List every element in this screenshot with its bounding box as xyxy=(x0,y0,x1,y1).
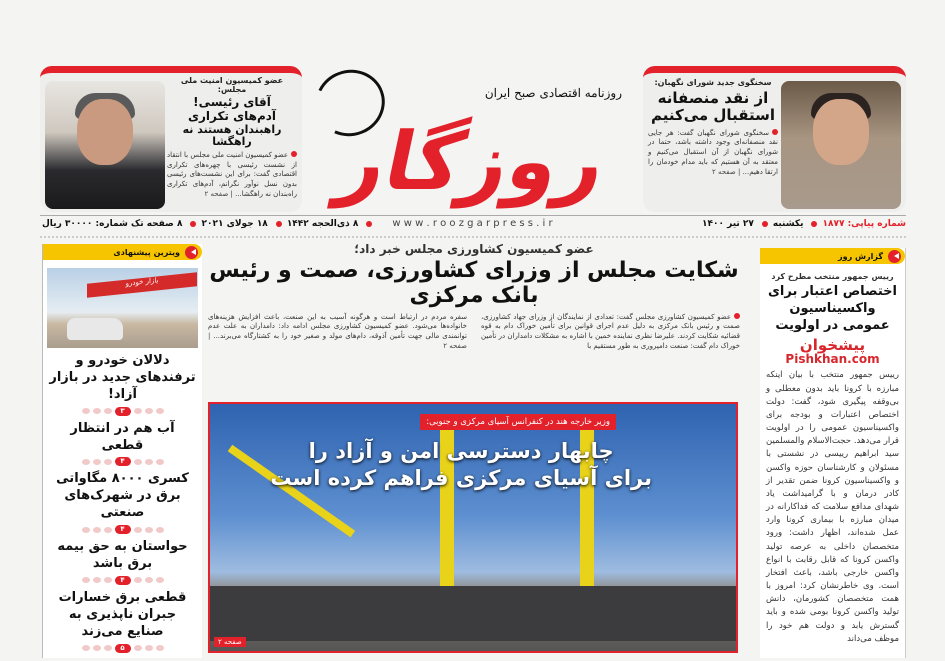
teaser-kicker: سخنگوی جدید شورای نگهبان: xyxy=(654,78,772,87)
section-header xyxy=(43,244,202,260)
report-body: رییس جمهور منتخب با بیان اینکه مبارزه با کرونا باید بدون معطلی و بی‌وقفه پیگیری شود، گفت: دولت اختصاص اعتبارات و بودجه برای واکسیناسیون عمومی را در اولویت قرار می‌دهد. حجت‌الاسلام والمسلمین سید ابراهیم رییسی در نشستی با مسئولان و کارشناسان حوزه واکسن و واکسیناسیون کرونا ضمن تقدیر از کادر درمان و با گرامیداشت یاد شهدای مدافع سلامت که فداکارانه در میدان مبارزه با بیماری کرونا وارد عمل شده‌اند، اظهار داشت: ورود متخصصان داخلی به عرصه تولید واکسن کرونا که قابل رقابت با انواع واکسن خارجی باشد، باعث افتخار است. وی خاطرنشان کرد: امروز با همت متخصصان کشورمان، دانش تولید واکسن کرونا بومی شده و باید گسترش یابد و دولت هم خود را موظف می‌داند xyxy=(766,370,899,644)
teaser-body: سخنگوی شورای نگهبان گفت: هر جایی نقد منصفانه‌ای وجود داشته باشد، حتما در شورای نگهبان از آن استقبال می‌کنیم و معتقد به آن هستیم که باید مدام خودمان را ارتقا دهیم... xyxy=(648,128,778,176)
page-marker: ۴ xyxy=(68,525,178,534)
ship-graphic xyxy=(210,586,736,641)
weekday: یکشنبه xyxy=(772,219,804,229)
photo-kicker: وزیر خارجه هند در کنفرانس آسیای مرکزی و جنوبی: xyxy=(420,414,616,430)
photo-story[interactable] xyxy=(208,402,738,653)
teaser-headline-line: از نقد منصفانه xyxy=(657,89,769,107)
page-marker: ۴ xyxy=(68,576,178,585)
item-title: دلالان خودرو و ترفندهای جدید در بازار آزاد! xyxy=(49,353,196,402)
item-title: کسری ۸۰۰۰ مگاواتی برق در شهرک‌های صنعتی xyxy=(56,471,189,521)
website[interactable]: w w w . r o o z g a r p r e s s . i r xyxy=(392,218,553,229)
report-kicker: رییس جمهور منتخب مطرح کرد xyxy=(771,272,894,281)
photo-headline-line: چابهار دسترسی امن و آزاد را xyxy=(308,439,614,463)
item-title: حواستان به حق بیمه برق باشد xyxy=(57,539,188,572)
info-bar-issue xyxy=(702,216,906,232)
issue-number: شماره پیاپی: ۱۸۷۷ xyxy=(822,219,906,229)
sidebar-headline-item[interactable] xyxy=(43,590,202,653)
tagline: روزنامه اقتصادی صبح ایران xyxy=(484,86,622,100)
section-header xyxy=(760,248,905,264)
teaser-headline-line: آقای رئیسی! xyxy=(193,95,271,109)
date-gregorian: ۱۸ جولای ۲۰۲۱ xyxy=(201,219,268,229)
page-marker: ۴ xyxy=(68,457,178,466)
teaser-photo xyxy=(781,81,901,209)
section-title: گزارش روز xyxy=(838,251,883,261)
item-title: قطعی برق خسارات جبران ناپذیری به صنایع می‌زند xyxy=(58,589,187,639)
left-column xyxy=(42,244,202,658)
masthead xyxy=(305,62,640,212)
sidebar-headline-item[interactable] xyxy=(43,421,202,467)
photo-headline-line: برای آسیای مرکزی فراهم کرده است xyxy=(270,466,652,491)
page-marker: ۵ xyxy=(68,644,178,653)
teaser-headline-line: راهبندان هستند نه راهگشا xyxy=(182,122,282,149)
watermark-fa: پیشخوان xyxy=(799,335,866,354)
right-column xyxy=(760,248,906,658)
watermark xyxy=(760,337,905,367)
divider xyxy=(40,236,906,238)
teaser-headline-line: آدم‌های تکراری xyxy=(187,108,277,123)
lead-story[interactable] xyxy=(208,242,740,352)
lead-body-col2: سفره مردم در ارتباط است و هرگونه آسیب به این صنعت، باعث افزایش هزینه‌های خانواده‌ها می‌شود. عضو کمیسیون کشاورزی مجلس ادامه داد: دامداران به علت عدم توانمندی مالی جهت تأمین آذوقه، دام‌های مولد و صغیر خود را به کشتارگاه می‌برند... xyxy=(208,312,467,341)
page-ref: | صفحه ۲ xyxy=(208,332,467,350)
info-bar-dates xyxy=(42,216,372,232)
teaser-photo xyxy=(45,81,165,209)
pages-price: ۸ صفحه تک شماره: ۳۰۰۰۰ ریال xyxy=(42,219,183,229)
car-market-photo xyxy=(47,268,198,348)
teaser-kicker: عضو کمیسیون امنیت ملی مجلس: xyxy=(180,76,284,94)
sidebar-headline-item[interactable] xyxy=(43,471,202,534)
report-headline: اختصاص اعتبار برای واکسیناسیون عمومی در اولویت xyxy=(767,284,898,333)
right-teaser[interactable] xyxy=(643,66,906,212)
date-hijri: ۸ ذی‌الحجه ۱۴۴۲ xyxy=(286,219,359,229)
lead-kicker: عضو کمیسیون کشاورزی مجلس خبر داد؛ xyxy=(354,242,594,256)
watermark-en: Pishkhan.com xyxy=(785,352,880,367)
teaser-body: عضو کمیسیون امنیت ملی مجلس با انتقاد از نشست رئیسی با چهره‌های تکراری اقتصادی گفت: برای این نشست‌های رئیسی بدون نسل نوآور نگرانم، آدم‌های تکراری راه‌بندان نه راهگشا... xyxy=(167,150,297,199)
sidebar-headline-item[interactable] xyxy=(43,353,202,416)
page-ref: صفحه ۲ xyxy=(214,637,246,647)
teaser-headline-line: استقبال می‌کنیم xyxy=(651,106,775,125)
page-ref: | صفحه ۲ xyxy=(711,167,741,176)
item-title: آب هم در انتظار قطعی xyxy=(70,420,175,453)
page-marker: ۳ xyxy=(68,407,178,416)
section-title: ویترین پیشنهادی xyxy=(113,247,180,257)
date-persian: ۲۷ تیر ۱۴۰۰ xyxy=(701,219,754,229)
newspaper-logo: روزگار xyxy=(330,115,615,208)
sign-text: بازار خودرو xyxy=(87,272,197,298)
left-teaser[interactable] xyxy=(40,66,302,212)
speaker-icon xyxy=(888,250,901,263)
sidebar-headline-item[interactable] xyxy=(43,539,202,585)
lead-headline: شکایت مجلس از وزرای کشاورزی، صمت و رئیس بانک مرکزی xyxy=(209,258,739,309)
speaker-icon xyxy=(185,246,198,259)
lead-body-col1: عضو کمیسیون کشاورزی مجلس گفت: تعدادی از نمایندگان از وزرای جهاد کشاورزی، صمت و رئیس بانک مرکزی به دلیل عدم اجرای قوانین برای تأمین خوراک دام به قوه قضائیه شکایت کردند. علیرضا نظری نماینده خمین با اشاره به مشکلات دامداران در تأمین خوراک دام گفت: صنعت دامپروری به طور مستقیم با xyxy=(481,312,740,350)
page-ref: | صفحه ۲ xyxy=(204,190,233,199)
